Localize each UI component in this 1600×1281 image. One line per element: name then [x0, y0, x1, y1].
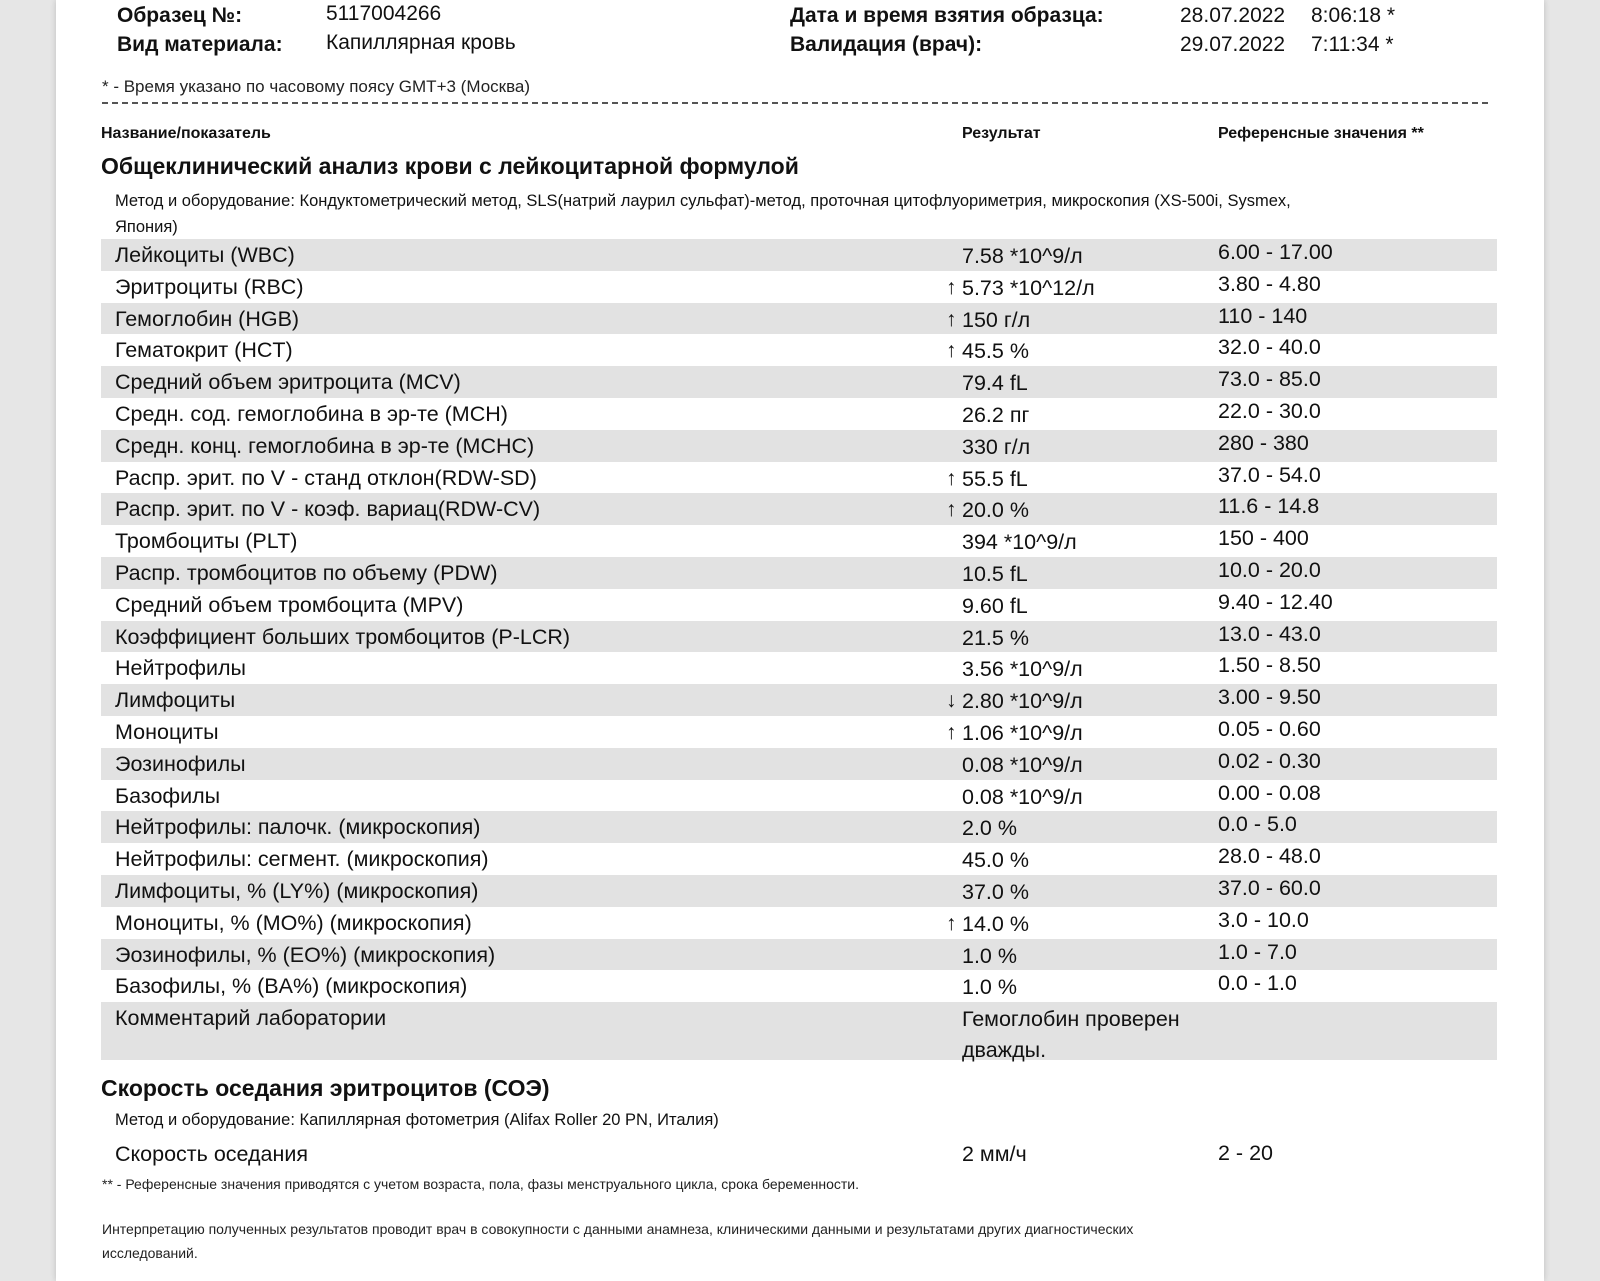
test-name: Эозинофилы, % (EO%) (микроскопия) [115, 942, 496, 967]
flag-high-icon: ↑ [946, 498, 957, 522]
test-result: 20.0 % [962, 498, 1029, 523]
test-name: Средн. конц. гемоглобина в эр-те (MCHC) [115, 433, 535, 458]
test-result: 55.5 fL [962, 466, 1028, 491]
interpretation-footnote: Интерпретацию полученных результатов проводит врач в совокупности с данными анамнеза, клиническими данными и результатами других диагностических исследований. [102, 1221, 1134, 1261]
test-result: 45.0 % [962, 848, 1029, 873]
result-row [101, 398, 1497, 430]
test-name: Распр. эрит. по V - станд отклон(RDW-SD) [115, 465, 537, 490]
result-row [101, 557, 1497, 589]
flag-high-icon: ↑ [946, 911, 957, 935]
test-reference-range: 1.0 - 7.0 [1218, 939, 1297, 964]
sample-number-label: Образец №: [117, 4, 243, 27]
test-reference-range: 0.05 - 0.60 [1218, 716, 1321, 741]
test-reference-range: 110 - 140 [1218, 303, 1308, 328]
separator-line [102, 102, 1488, 104]
result-row [101, 716, 1497, 748]
result-row [101, 621, 1497, 653]
test-reference-range: 11.6 - 14.8 [1218, 494, 1320, 519]
test-name: Лимфоциты, % (LY%) (микроскопия) [115, 878, 479, 903]
result-row [101, 303, 1497, 335]
test-name: Распр. эрит. по V - коэф. вариац(RDW-CV) [115, 497, 541, 522]
esr-section-title: Скорость оседания эритроцитов (СОЭ) [101, 1075, 550, 1101]
flag-low-icon: ↓ [946, 689, 957, 713]
reference-footnote: ** - Референсные значения приводятся с учетом возраста, пола, фазы менструального цикла, срока беременности. [102, 1176, 859, 1192]
test-reference-range: 150 - 400 [1218, 526, 1309, 551]
test-result: 330 г/л [962, 434, 1031, 459]
lab-comment-text: Гемоглобин проверен дважды. [962, 1007, 1180, 1063]
material-value: Капиллярная кровь [326, 31, 516, 54]
test-name: Нейтрофилы [115, 656, 246, 681]
result-row [101, 780, 1497, 812]
test-name: Нейтрофилы: палочк. (микроскопия) [115, 815, 481, 840]
result-row [101, 748, 1497, 780]
test-reference-range: 0.00 - 0.08 [1218, 780, 1321, 805]
test-name: Распр. тромбоцитов по объему (PDW) [115, 560, 498, 585]
test-reference-range: 32.0 - 40.0 [1218, 335, 1321, 360]
test-result: 0.08 *10^9/л [962, 784, 1083, 809]
material-label: Вид материала: [117, 33, 283, 56]
validation-label: Валидация (врач): [790, 33, 983, 56]
validation-date-value: 29.07.2022 [1180, 33, 1286, 56]
test-result: 1.0 % [962, 943, 1017, 968]
cbc-method-text: Метод и оборудование: Кондуктометрический метод, SLS(натрий лаурил сульфат)-метод, проточная цитофлуориметрия, микроскопия (XS-500i, Sysmex, Япония) [115, 192, 1291, 236]
esr-result: 2 мм/ч [962, 1142, 1027, 1166]
test-reference-range: 28.0 - 48.0 [1218, 844, 1321, 869]
test-reference-range: 0.0 - 1.0 [1218, 971, 1297, 996]
test-reference-range: 37.0 - 60.0 [1218, 875, 1321, 900]
test-reference-range: 37.0 - 54.0 [1218, 462, 1321, 487]
test-name: Эозинофилы [115, 751, 246, 776]
test-name: Базофилы [115, 783, 221, 808]
column-header-reference: Референсные значения ** [1218, 125, 1424, 142]
test-reference-range: 3.00 - 9.50 [1218, 685, 1321, 710]
test-result: 79.4 fL [962, 371, 1028, 396]
test-name: Лимфоциты [115, 688, 236, 713]
result-row [101, 970, 1497, 1002]
result-row [101, 684, 1497, 716]
test-result: 1.06 *10^9/л [962, 720, 1083, 745]
flag-high-icon: ↑ [946, 275, 957, 299]
test-result: 150 г/л [962, 307, 1031, 332]
column-header-name: Название/показатель [101, 125, 271, 142]
test-name: Нейтрофилы: сегмент. (микроскопия) [115, 847, 489, 872]
result-row [101, 271, 1497, 303]
test-result: 37.0 % [962, 879, 1029, 904]
test-name: Средний объем эритроцита (MCV) [115, 370, 461, 395]
result-row [101, 430, 1497, 462]
sample-number-value: 5117004266 [326, 2, 442, 25]
test-name: Коэффициент больших тромбоцитов (P-LCR) [115, 624, 571, 649]
test-result: 26.2 пг [962, 402, 1030, 427]
lab-comment-label: Комментарий лаборатории [115, 1006, 387, 1031]
test-reference-range: 3.80 - 4.80 [1218, 271, 1321, 296]
test-reference-range: 73.0 - 85.0 [1218, 367, 1321, 392]
test-name: Базофилы, % (BA%) (микроскопия) [115, 974, 468, 999]
flag-high-icon: ↑ [946, 307, 957, 331]
column-header-result: Результат [962, 125, 1041, 142]
result-row [101, 366, 1497, 398]
test-reference-range: 0.0 - 5.0 [1218, 812, 1297, 837]
test-reference-range: 3.0 - 10.0 [1218, 907, 1309, 932]
test-name: Средн. сод. гемоглобина в эр-те (MCH) [115, 401, 508, 426]
result-row [101, 525, 1497, 557]
test-name: Гематокрит (HCT) [115, 338, 293, 363]
taken-date-value: 28.07.2022 [1180, 4, 1286, 27]
test-reference-range: 1.50 - 8.50 [1218, 653, 1321, 678]
result-row [101, 907, 1497, 939]
test-result: 10.5 fL [962, 561, 1028, 586]
lab-comment-row [101, 1002, 1497, 1063]
test-name: Лейкоциты (WBC) [115, 243, 295, 267]
test-result: 21.5 % [962, 625, 1029, 650]
test-name: Гемоглобин (HGB) [115, 306, 300, 331]
test-result: 14.0 % [962, 911, 1029, 936]
result-row [101, 939, 1497, 971]
test-name: Тромбоциты (PLT) [115, 529, 298, 554]
result-row [101, 843, 1497, 875]
test-name: Моноциты [115, 719, 219, 744]
test-reference-range: 9.40 - 12.40 [1218, 589, 1333, 614]
flag-high-icon: ↑ [946, 466, 957, 490]
result-row [101, 493, 1497, 525]
test-reference-range: 13.0 - 43.0 [1218, 621, 1321, 646]
validation-time-value: 7:11:34 * [1311, 33, 1394, 56]
result-row [101, 239, 1497, 271]
result-row [101, 589, 1497, 621]
esr-method-text: Метод и оборудование: Капиллярная фотометрия (Alifax Roller 20 PN, Италия) [115, 1111, 719, 1129]
test-result: 1.0 % [962, 975, 1017, 1000]
test-name: Средний объем тромбоцита (MPV) [115, 592, 464, 617]
test-reference-range: 10.0 - 20.0 [1218, 557, 1321, 582]
cbc-results-table [101, 239, 1497, 1063]
test-reference-range: 6.00 - 17.00 [1218, 240, 1333, 264]
test-name: Эритроциты (RBC) [115, 274, 304, 299]
esr-test-name: Скорость оседания [115, 1142, 309, 1166]
taken-datetime-label: Дата и время взятия образца: [790, 4, 1104, 27]
result-row [101, 652, 1497, 684]
test-result: 0.08 *10^9/л [962, 752, 1083, 777]
test-result: 7.58 *10^9/л [962, 244, 1083, 268]
test-result: 3.56 *10^9/л [962, 657, 1083, 682]
taken-time-value: 8:06:18 * [1311, 4, 1396, 27]
test-result: 5.73 *10^12/л [962, 275, 1095, 300]
result-row [101, 875, 1497, 907]
test-result: 9.60 fL [962, 593, 1028, 618]
result-row [101, 811, 1497, 843]
result-row [101, 462, 1497, 494]
test-result: 2.0 % [962, 816, 1017, 841]
test-reference-range: 22.0 - 30.0 [1218, 398, 1321, 423]
timezone-note: * - Время указано по часовому поясу GMT+3 (Москва) [102, 77, 531, 96]
cbc-section-title: Общеклинический анализ крови с лейкоцитарной формулой [101, 153, 799, 179]
test-result: 394 *10^9/л [962, 530, 1077, 555]
esr-reference: 2 - 20 [1218, 1141, 1273, 1165]
test-result: 2.80 *10^9/л [962, 689, 1083, 714]
test-reference-range: 280 - 380 [1218, 430, 1309, 455]
flag-high-icon: ↑ [946, 339, 957, 363]
test-name: Моноциты, % (MO%) (микроскопия) [115, 910, 472, 935]
test-result: 45.5 % [962, 339, 1029, 364]
test-reference-range: 0.02 - 0.30 [1218, 748, 1321, 773]
result-row [101, 334, 1497, 366]
flag-high-icon: ↑ [946, 720, 957, 744]
